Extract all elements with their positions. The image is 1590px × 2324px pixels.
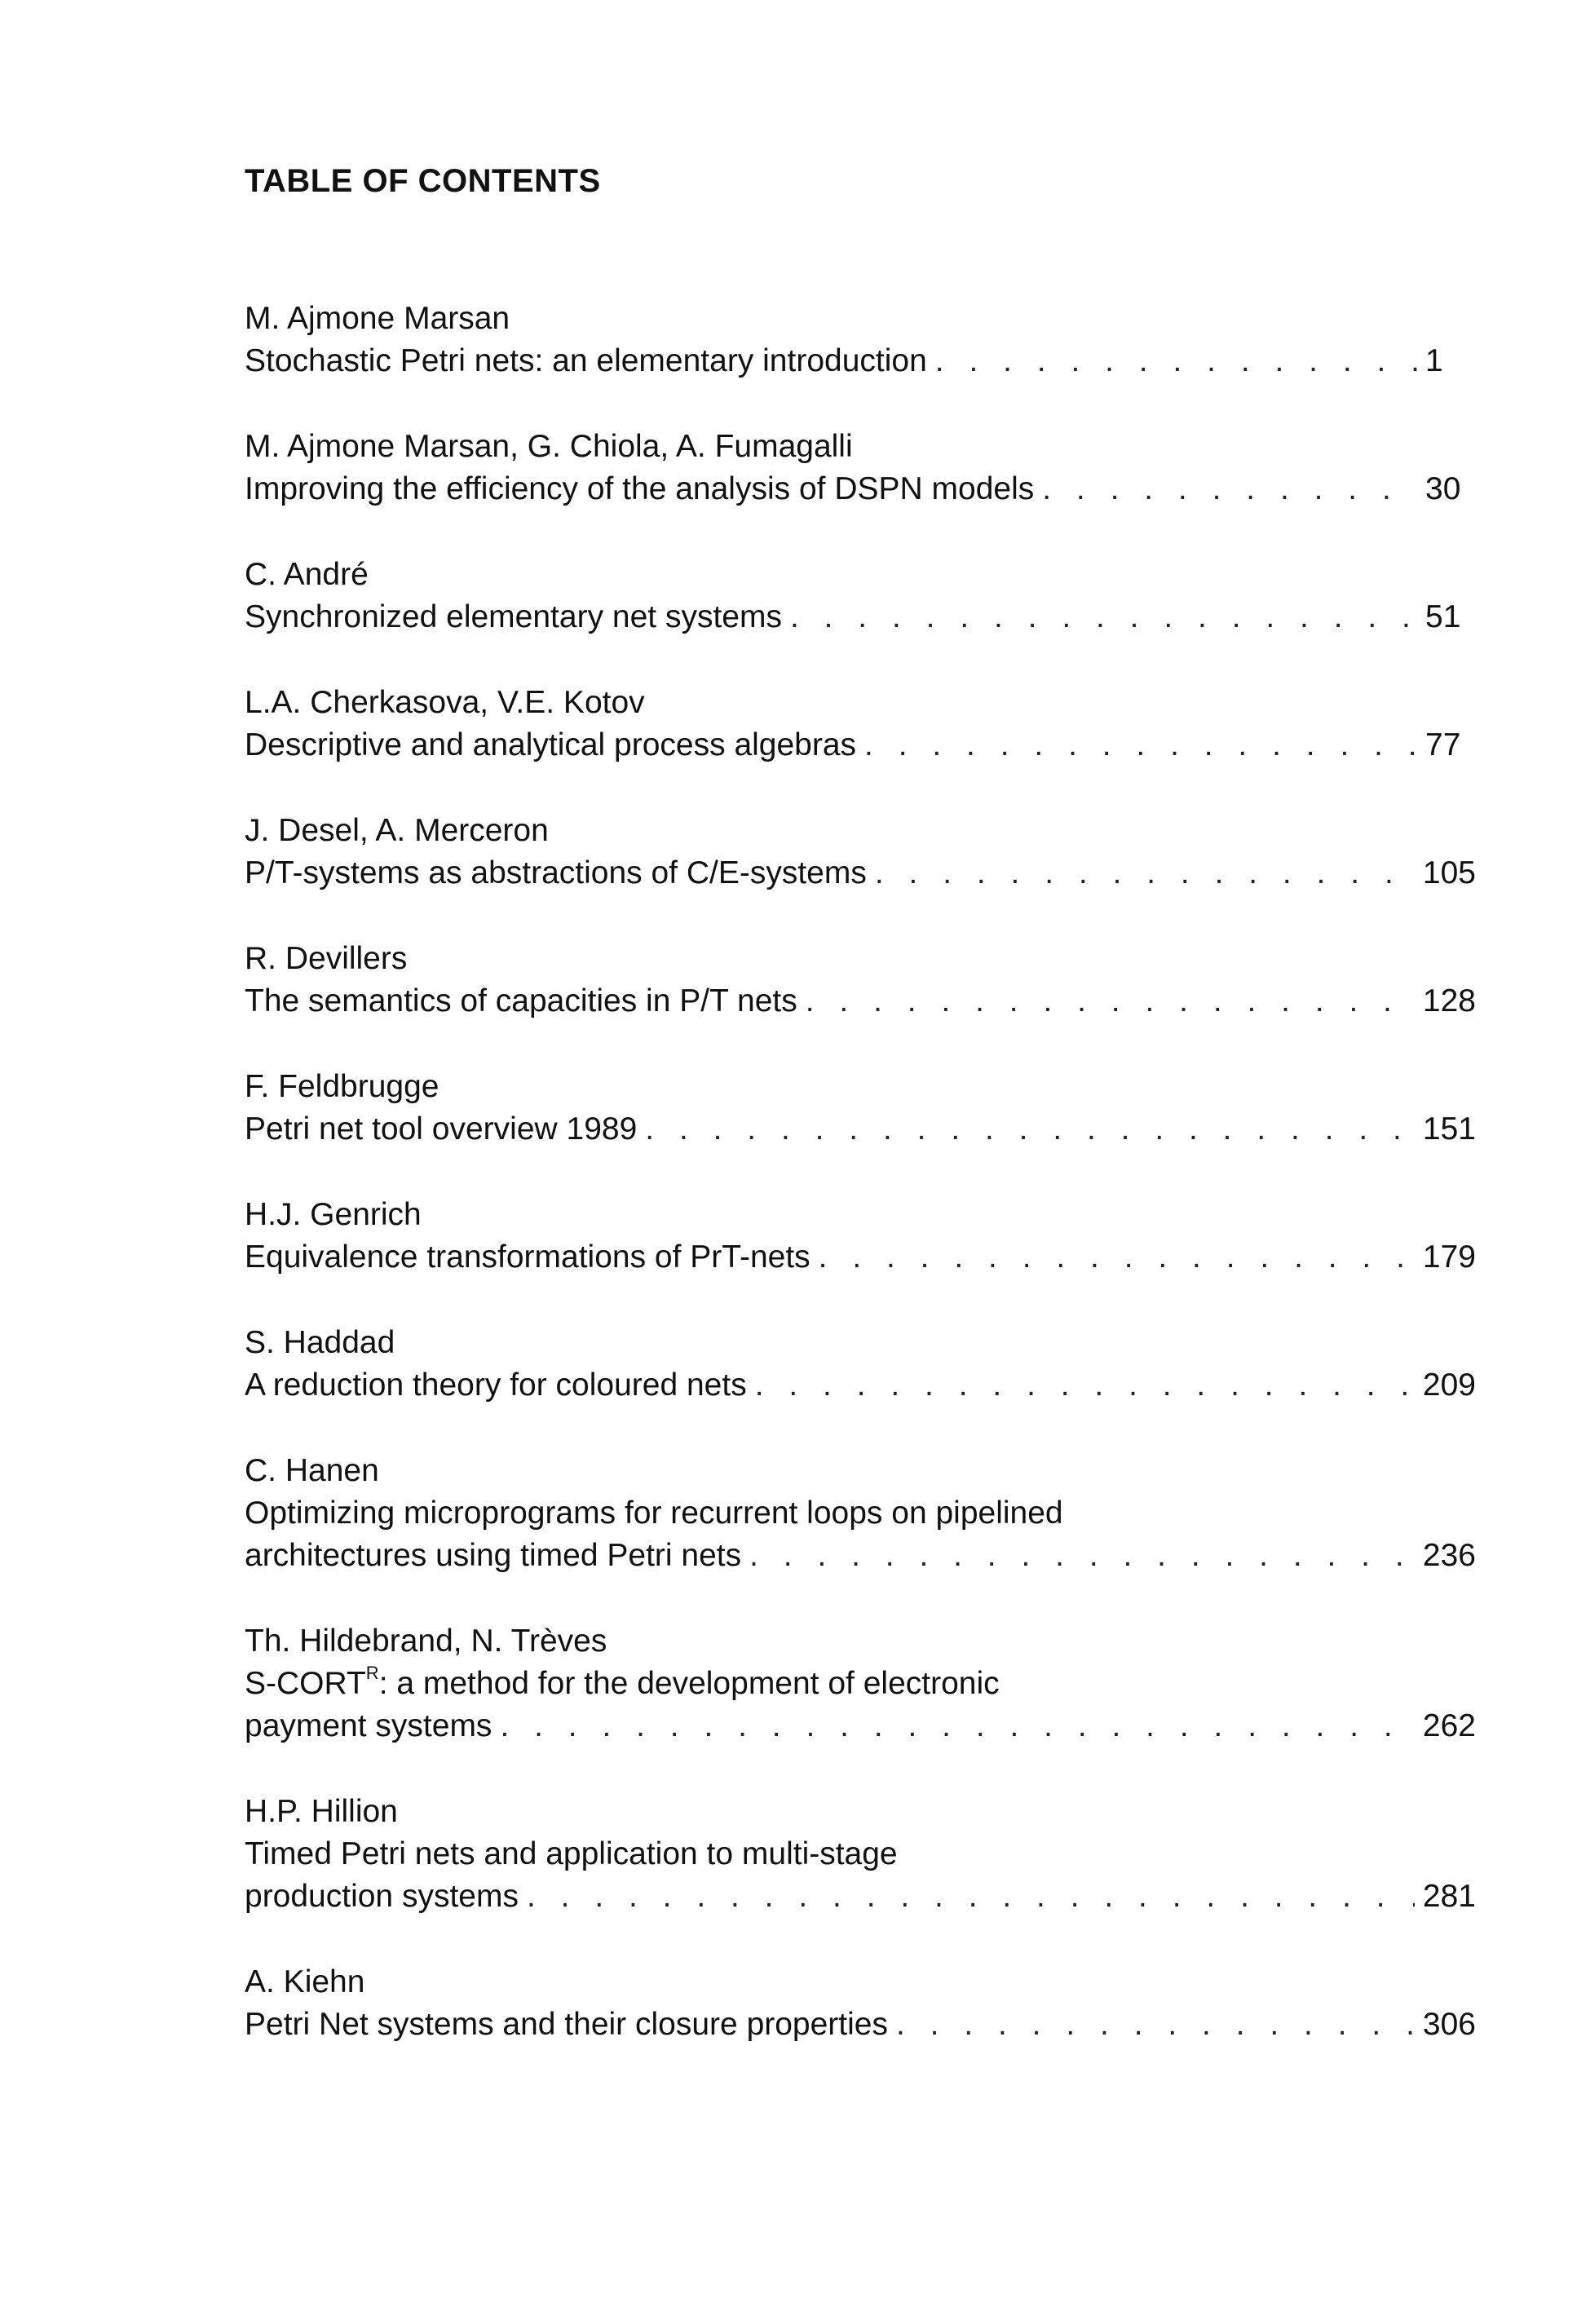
entry-title-continued: production systems [245, 1879, 519, 1914]
dot-leader [645, 1108, 1415, 1151]
dot-leader [527, 1876, 1415, 1918]
toc-entry [245, 1194, 1476, 1279]
entry-page-number: 306 [1422, 2007, 1476, 2042]
entry-title-line [245, 596, 1476, 638]
entry-title: Optimizing microprograms for recurrent loops on pipelined [245, 1496, 1063, 1531]
toc-heading: TABLE OF CONTENTS [245, 163, 601, 199]
toc-entry [245, 1791, 1476, 1918]
dot-leader [864, 724, 1417, 767]
entry-title: Petri net tool overview 1989 [245, 1111, 638, 1147]
toc-entry [245, 682, 1476, 767]
registered-mark: R [365, 1663, 379, 1683]
toc-entry [245, 426, 1476, 510]
entry-title-line [245, 1535, 1476, 1577]
entry-authors: F. Feldbrugge [245, 1069, 439, 1104]
entry-page-number: 209 [1422, 1367, 1476, 1403]
toc-entry [245, 810, 1476, 895]
entry-title-line [245, 1364, 1476, 1407]
entry-title: A reduction theory for coloured nets [245, 1367, 747, 1403]
toc-entry [245, 938, 1476, 1023]
entry-page-number: 151 [1422, 1111, 1476, 1147]
entry-page-number: 105 [1422, 855, 1476, 890]
entry-authors: H.P. Hillion [245, 1794, 398, 1829]
entry-title-line [245, 1236, 1476, 1279]
entry-authors: Th. Hildebrand, N. Trèves [245, 1624, 607, 1659]
entry-title-line [245, 1108, 1476, 1151]
entry-authors: H.J. Genrich [245, 1197, 422, 1232]
dot-leader [875, 852, 1415, 895]
toc-entry [245, 1322, 1476, 1407]
title-suffix: : a method for the development of electronic [378, 1666, 1000, 1701]
dot-leader [806, 980, 1415, 1023]
entry-title: Petri Net systems and their closure properties [245, 2007, 888, 2042]
entry-authors: R. Devillers [245, 941, 408, 976]
toc-entry [245, 1066, 1476, 1151]
dot-leader [749, 1535, 1415, 1577]
entry-page-number: 236 [1422, 1538, 1476, 1573]
entry-authors: C. Hanen [245, 1453, 379, 1488]
entry-authors: S. Haddad [245, 1325, 395, 1360]
entry-title-line [245, 340, 1476, 382]
entry-page-number: 262 [1422, 1708, 1476, 1743]
entry-title-line [245, 724, 1476, 767]
entry-authors: L.A. Cherkasova, V.E. Kotov [245, 685, 645, 720]
entry-title-continued: payment systems [245, 1708, 492, 1743]
entry-title [245, 1663, 1476, 1705]
entry-page-number: 51 [1425, 599, 1461, 634]
entry-title: Descriptive and analytical process algebras [245, 727, 857, 762]
toc-entry [245, 298, 1476, 382]
entry-authors: J. Desel, A. Merceron [245, 813, 549, 848]
entry-title-line [245, 2004, 1476, 2046]
entry-page-number: 77 [1425, 727, 1461, 762]
entry-title-continued: architectures using timed Petri nets [245, 1538, 742, 1573]
title-prefix: S-CORT [245, 1666, 366, 1701]
dot-leader [790, 596, 1417, 638]
dot-leader [935, 340, 1417, 382]
entry-title: Synchronized elementary net systems [245, 599, 782, 634]
entry-authors: C. André [245, 557, 369, 592]
entry-title: P/T-systems as abstractions of C/E-systems [245, 855, 867, 890]
entry-page-number: 128 [1422, 983, 1476, 1018]
dot-leader [1042, 468, 1417, 510]
entry-title: Stochastic Petri nets: an elementary introduction [245, 343, 927, 378]
entry-page-number: 30 [1425, 471, 1461, 506]
toc-entry [245, 1620, 1476, 1747]
entry-title-line [245, 1705, 1476, 1747]
dot-leader [755, 1364, 1415, 1407]
toc-entry [245, 1961, 1476, 2046]
toc-page [245, 163, 1476, 2089]
entry-page-number: 179 [1422, 1239, 1476, 1275]
entry-title: Equivalence transformations of PrT-nets [245, 1239, 810, 1275]
entry-authors: M. Ajmone Marsan [245, 301, 510, 336]
entry-title-line [245, 468, 1476, 510]
entry-title: The semantics of capacities in P/T nets [245, 983, 797, 1018]
dot-leader [896, 2004, 1415, 2046]
entry-authors: A. Kiehn [245, 1964, 365, 1999]
dot-leader [500, 1705, 1414, 1747]
toc-entry [245, 1450, 1476, 1577]
entry-page-number: 1 [1425, 343, 1443, 378]
entry-title: Timed Petri nets and application to multi-stage [245, 1836, 898, 1871]
entry-title-line [245, 1876, 1476, 1918]
toc-entry [245, 554, 1476, 638]
entry-title-line [245, 852, 1476, 895]
entry-page-number: 281 [1422, 1879, 1476, 1914]
entry-authors: M. Ajmone Marsan, G. Chiola, A. Fumagalli [245, 429, 853, 464]
dot-leader [819, 1236, 1415, 1279]
entry-title-line [245, 980, 1476, 1023]
entry-title: Improving the efficiency of the analysis of DSPN models [245, 471, 1035, 506]
